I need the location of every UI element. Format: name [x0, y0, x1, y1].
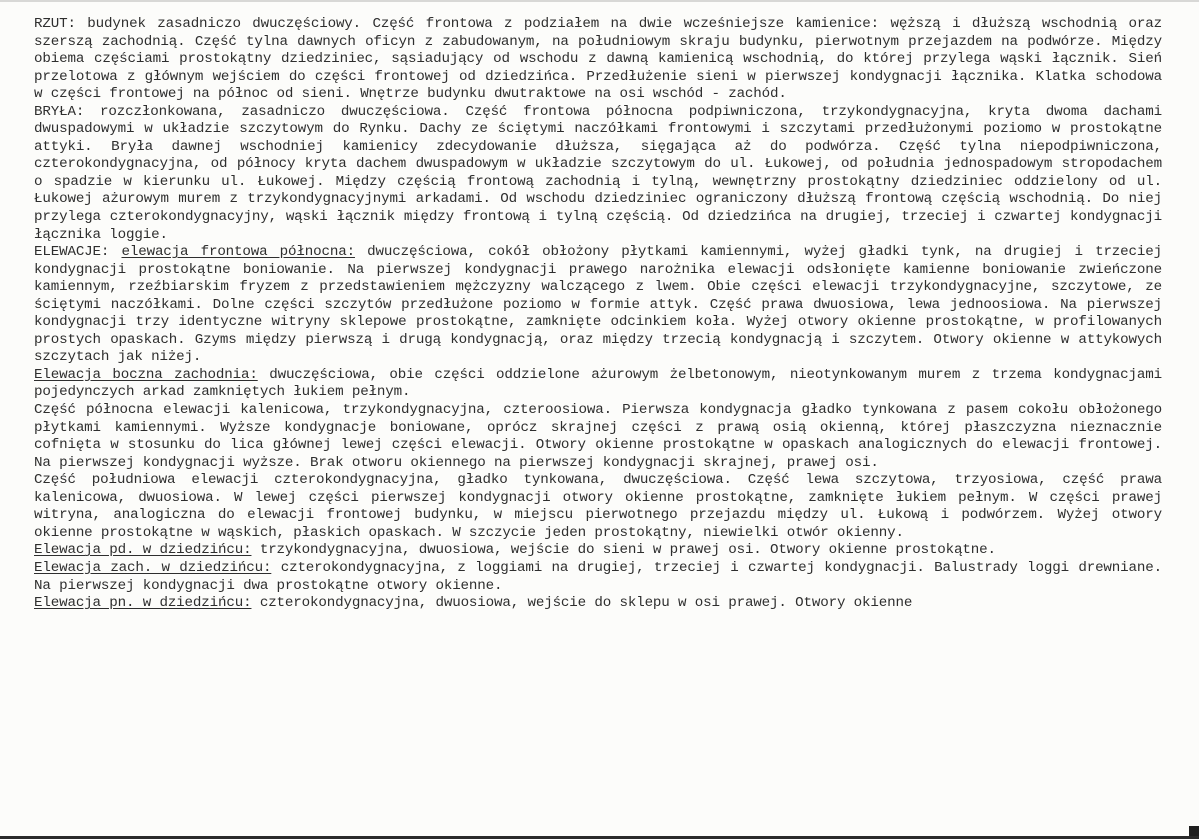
paragraph-czesc-poludniowa — [34, 472, 1162, 542]
section-bryla — [34, 104, 1162, 244]
scan-corner-mark — [1189, 826, 1199, 836]
subsection-heading: Elewacja zach. w dziedzińcu: — [34, 559, 272, 576]
section-elewacja-zachodnia — [34, 367, 1162, 402]
subsection-heading: Elewacja pn. w dziedzińcu: — [34, 595, 252, 612]
paragraph-text: budynek zasadniczo dwuczęściowy. Część frontowa z podziałem na dwie wcześniejsze kamienice: węższą i dłuższą wschodnią oraz szerszą zachodnią. Część tylna dawnych oficyn z zabudowanym, na południowym skraju budynku, pierwotnym przejazdem na podwórze. Między obiema częściami prostokątny dziedziniec, sąsiadujący od wschodu z dawną kamienicą wschodnią, do której przylega wąski łącznik. Sień przelotowa z głównym wejściem do części frontowej od dziedzińca. Przedłużenie sieni w pierwszej kondygnacji łącznika. Klatka schodowa w części frontowej na północ od sieni. Wnętrze budynku dwutraktowe na osi wschód - zachód. — [34, 16, 1162, 103]
subsection-heading: Elewacja pd. w dziedzińcu: — [34, 542, 252, 559]
section-elewacja-zach-dziedziniec — [34, 560, 1162, 595]
paragraph-text: rozczłonkowana, zasadniczo dwuczęściowa. Część frontowa północna podpiwniczona, trzykondygnacyjna, kryta dwoma dachami dwuspadowymi w układzie szczytowym do Rynku. Dachy ze ściętymi naczółkami frontowymi i szczytami przedłużonymi poziomo w prostokątne attyki. Bryła dawnej wschodniej kamienicy zdecydowanie dłuższa, sięgająca aż do podwórza. Część tylna niepodpiwniczona, czterokondygnacyjna, od północy kryta dachem dwuspadowym w układzie szczytowym do ul. Łukowej, od południa jednospadowym stropodachem o spadzie w kierunku ul. Łukowej. Między częścią frontową zachodnią i tylną, wewnętrzny prostokątny dziedziniec oddzielony od ul. Łukowej ażurowym murem z trzykondygnacyjnymi arkadami. Od wschodu dziedziniec ograniczony dłuższą frontową częścią wschodnią. Do niej przylega czterokondygnacyjny, wąski łącznik między frontową i tylną częścią. Od dziedzińca na drugiej, trzeciej i czwartej kondygnacji łącznika loggie. — [34, 103, 1162, 243]
paragraph-text: trzykondygnacyjna, dwuosiowa, wejście do sieni w prawej osi. Otwory okienne prostokątne. — [251, 542, 996, 559]
subsection-heading: elewacja frontowa północna: — [121, 244, 355, 261]
paragraph-text: dwuczęściowa, obie części oddzielone ażurowym żelbetonowym, nieotynkowanym murem z trzema kondygnacjami pojedynczych arkad zamkniętych łukiem pełnym. — [34, 366, 1162, 401]
section-heading: ELEWACJE: — [34, 244, 110, 261]
paragraph-czesc-polnocna — [34, 402, 1162, 472]
section-elewacja-pd-dziedziniec — [34, 542, 1162, 560]
section-rzut — [34, 16, 1162, 104]
paragraph-text: dwuczęściowa, cokół obłożony płytkami kamiennymi, wyżej gładki tynk, na drugiej i trzeciej kondygnacji prostokątne boniowanie. Na pierwszej kondygnacji prawego narożnika elewacji odsłonięte kamienne boniowanie zwieńczone kamiennym, rzeźbiarskim fryzem z przedstawieniem mężczyzny walczącego z lwem. Obie części elewacji trzykondygnacyjne, szczytowe, ze ściętymi naczółkami. Dolne części szczytów przedłużone poziomo w formie attyk. Część prawa dwuosiowa, lewa jednoosiowa. Na pierwszej kondygnacji trzy identyczne witryny sklepowe prostokątne, zamknięte odcinkiem koła. Wyżej otwory okienne prostokątne, w profilowanych prostych opaskach. Gzyms między pierwszą i drugą kondygnacją, oraz między trzecią kondygnacją i szczytem. Otwory okienne w attykowych szczytach jak niżej. — [34, 244, 1162, 366]
paragraph-text: Część północna elewacji kalenicowa, trzykondygnacyjna, czteroosiowa. Pierwsza kondygnacja gładko tynkowana z pasem cokołu obłożonego płytkami kamiennymi. Wyższe kondygnacje boniowane, oprócz skrajnej części z prawą osią okienną, której płaszczyzna nieznacznie cofnięta w stosunku do lica głównej lewej części elewacji. Otwory okienne prostokątne w opaskach analogicznych do elewacji frontowej. Na pierwszej kondygnacji wyższe. Brak otworu okiennego na pierwszej kondygnacji skrajnej, prawej osi. — [34, 402, 1162, 471]
paragraph-text: czterokondygnacyjna, z loggiami na drugiej, trzeciej i czwartej kondygnacji. Balustrady loggi drewniane. Na pierwszej kondygnacji dwa prostokątne otwory okienne. — [34, 559, 1162, 594]
section-heading: BRYŁA: — [34, 103, 85, 120]
paragraph-text: czterokondygnacyjna, dwuosiowa, wejście do sklepu w osi prawej. Otwory okienne — [251, 595, 913, 612]
subsection-heading: Elewacja boczna zachodnia: — [34, 366, 258, 383]
section-elewacja-pn-dziedziniec — [34, 595, 1162, 613]
section-heading: RZUT: — [34, 16, 76, 32]
section-elewacje — [34, 244, 1162, 367]
paragraph-text: Część południowa elewacji czterokondygnacyjna, gładko tynkowana, dwuczęściowa. Część lewa szczytowa, trzyosiowa, część prawa kalenicowa, dwuosiowa. W lewej części pierwszej kondygnacji otwory okienne prostokątne, zamknięte łukiem pełnym. W części prawej witryna, analogiczna do elewacji frontowej budynku, w miejscu pierwotnego przejazdu między ul. Łukową i podwórzem. Wyżej otwory okienne prostokątne w wąskich, płaskich opaskach. W szczycie jeden prostokątny, niewielki otwór okienny. — [34, 472, 1162, 541]
document-text — [34, 16, 1162, 613]
